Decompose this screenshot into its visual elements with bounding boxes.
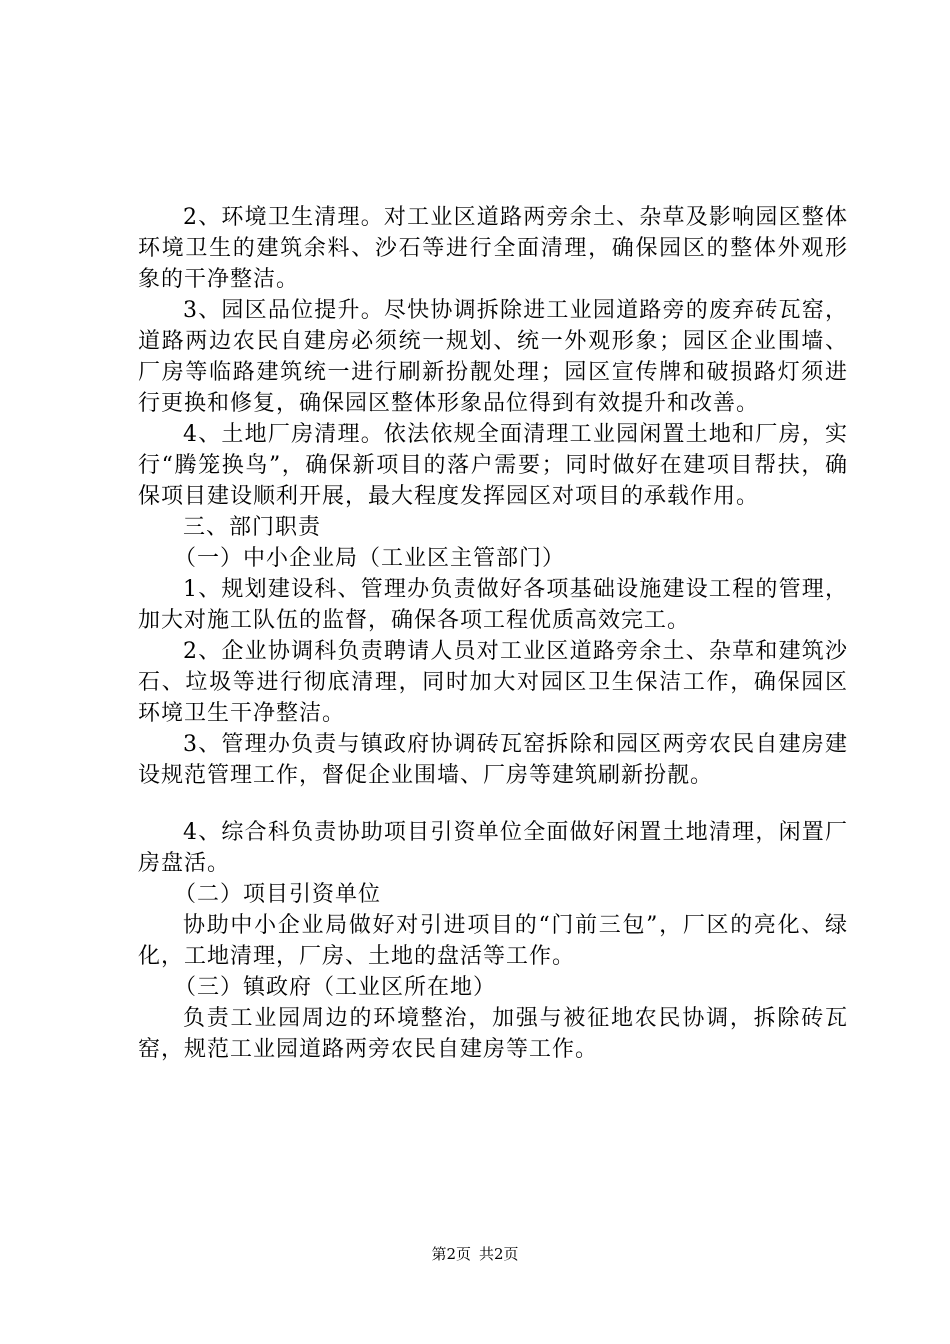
paragraph-planning-duty: 1、规划建设科、管理办负责做好各项基础设施建设工程的管理，加大对施工队伍的监督，确保各项工程优质高效完工。: [138, 577, 848, 633]
paragraph-general-duty: 4、综合科负责协助项目引资单位全面做好闲置土地清理，闲置厂房盘活。: [138, 820, 848, 876]
paragraph-environment-cleanup: 2、环境卫生清理。对工业区道路两旁余土、杂草及影响园区整体环境卫生的建筑余料、沙石等进行全面清理，确保园区的整体外观形象的干净整洁。: [138, 205, 848, 292]
section-heading-department-duties: 三、部门职责: [183, 515, 322, 540]
subheading-town-government: （三）镇政府（工业区所在地）: [174, 975, 497, 1000]
subheading-sme-bureau: （一）中小企业局（工业区主管部门）: [174, 546, 566, 571]
subheading-investment-units: （二）项目引资单位: [174, 882, 382, 907]
paragraph-management-duty: 3、管理办负责与镇政府协调砖瓦窑拆除和园区两旁农民自建房建设规范管理工作，督促企业围墙、厂房等建筑刷新扮靓。: [138, 732, 848, 788]
paragraph-town-duty: 负责工业园周边的环境整治，加强与被征地农民协调，拆除砖瓦窑，规范工业园道路两旁农民自建房等工作。: [138, 1006, 848, 1062]
paragraph-park-upgrade: 3、园区品位提升。尽快协调拆除进工业园道路旁的废弃砖瓦窑，道路两边农民自建房必须统一规划、统一外观形象；园区企业围墙、厂房等临路建筑统一进行刷新扮靓处理；园区宣传牌和破损路灯须进行更换和修复，确保园区整体形象品位得到有效提升和改善。: [138, 298, 848, 416]
paragraph-land-factory-cleanup: 4、土地厂房清理。依法依规全面清理工业园闲置土地和厂房，实行“腾笼换鸟”，确保新项目的落户需要；同时做好在建项目帮扶，确保项目建设顺利开展，最大程度发挥园区对项目的承载作用。: [138, 422, 848, 509]
document-body: [138, 202, 848, 1065]
paragraph-coordination-duty: 2、企业协调科负责聘请人员对工业区道路旁余土、杂草和建筑沙石、垃圾等进行彻底清理，同时加大对园区卫生保洁工作，确保园区环境卫生干净整洁。: [138, 639, 848, 726]
page-footer: [0, 1244, 950, 1264]
paragraph-investment-duty: 协助中小企业局做好对引进项目的“门前三包”，厂区的亮化、绿化，工地清理，厂房、土地的盘活等工作。: [138, 913, 848, 969]
page-number: 第2页: [431, 1245, 471, 1263]
page-total: 共2页: [479, 1245, 519, 1263]
